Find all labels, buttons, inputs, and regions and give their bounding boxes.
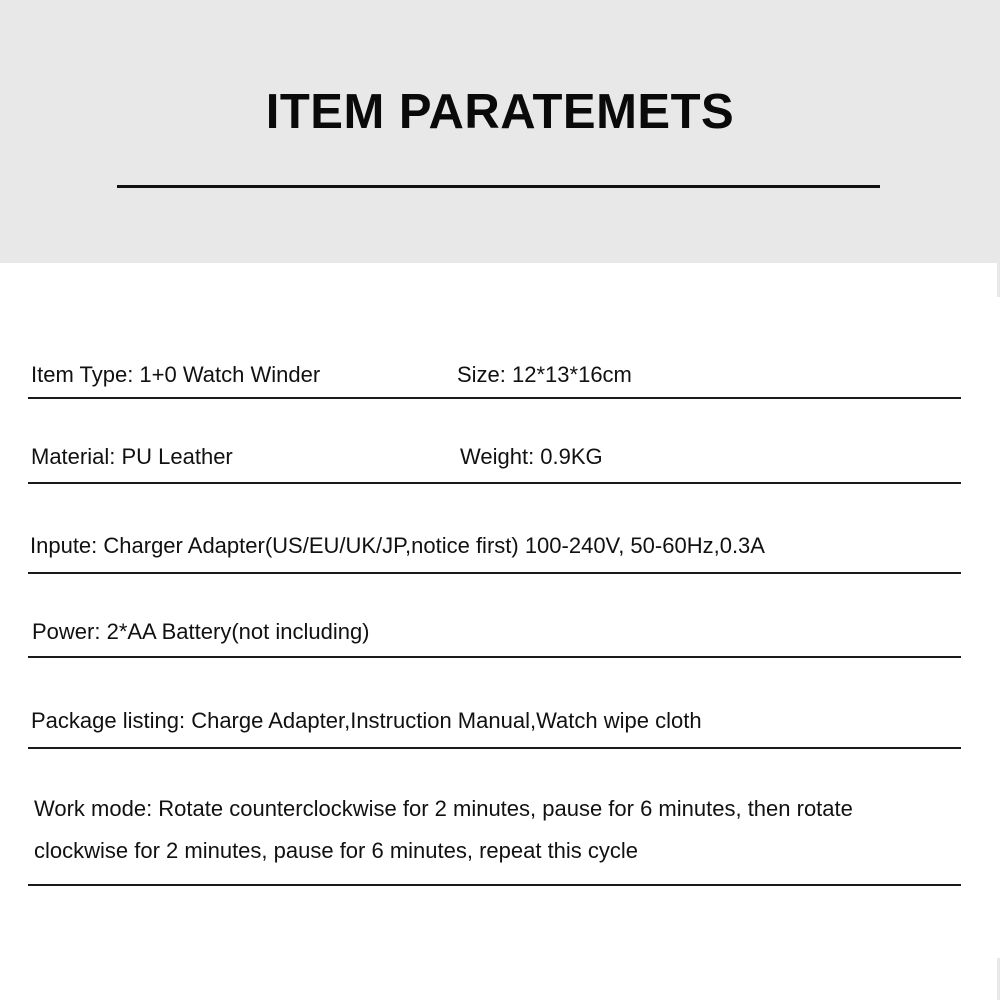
- param-work-mode-line-1: Work mode: Rotate counterclockwise for 2 minutes, pause for 6 minutes, then rotate: [34, 796, 853, 821]
- row-divider: [28, 572, 961, 574]
- param-work-mode-line-2: clockwise for 2 minutes, pause for 6 minutes, repeat this cycle: [34, 838, 639, 863]
- title-underline: [117, 185, 880, 188]
- param-material: Material: PU Leather: [31, 444, 233, 469]
- param-size: Size: 12*13*16cm: [457, 362, 632, 387]
- row-divider: [28, 482, 961, 484]
- header-banner: [0, 0, 1000, 263]
- page-title: ITEM PARATEMETS: [265, 85, 735, 139]
- param-power: Power: 2*AA Battery(not including): [32, 619, 370, 644]
- row-divider: [28, 747, 961, 749]
- row-divider: [28, 397, 961, 399]
- row-divider: [28, 656, 961, 658]
- row-divider: [28, 884, 961, 886]
- param-weight: Weight: 0.9KG: [460, 444, 603, 469]
- param-input: Inpute: Charger Adapter(US/EU/UK/JP,notice first) 100-240V, 50-60Hz,0.3A: [30, 533, 765, 558]
- param-item-type: Item Type: 1+0 Watch Winder: [31, 362, 321, 387]
- param-package: Package listing: Charge Adapter,Instruction Manual,Watch wipe cloth: [31, 708, 702, 733]
